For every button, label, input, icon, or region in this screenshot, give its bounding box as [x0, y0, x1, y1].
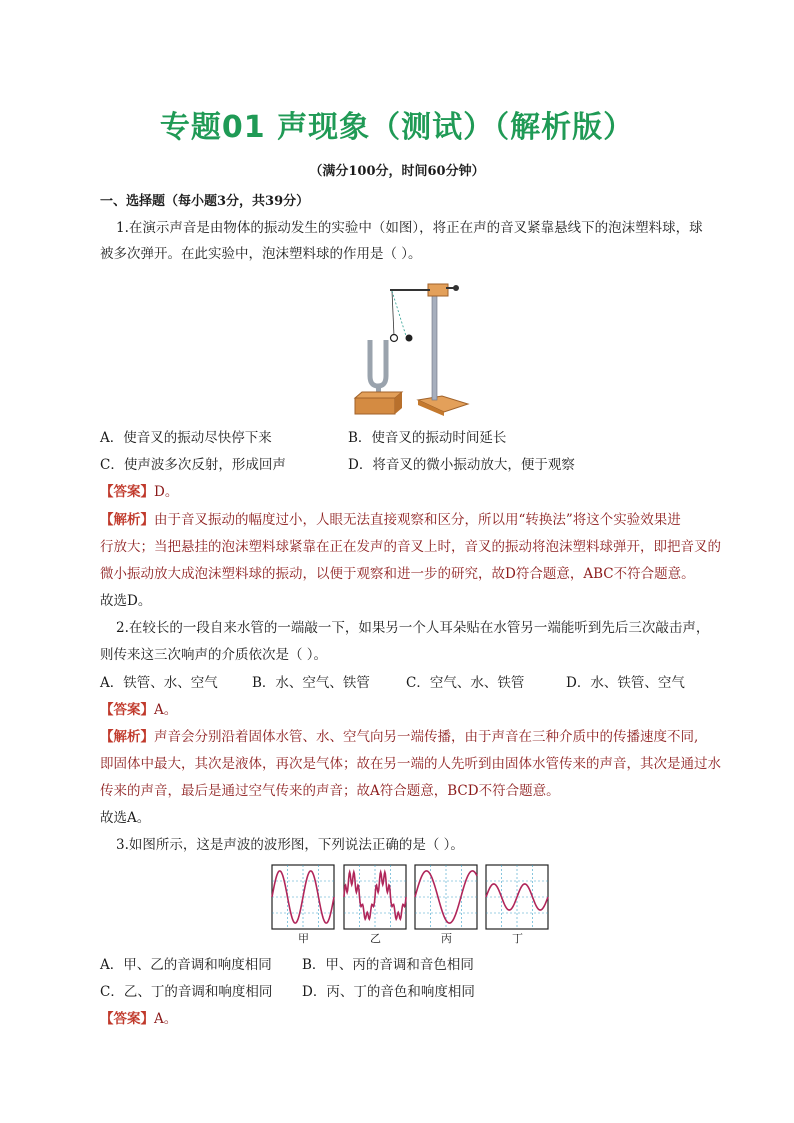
- analysis-text: 由于音叉振动的幅度过小，人眼无法直接观察和区分，所以用“转换法”将这个实验效果进: [154, 512, 681, 528]
- q3-option-d: D．丙、丁的音色和响度相同: [302, 984, 475, 1000]
- q2-analysis-line2: 即固体中最大，其次是液体，再次是气体；故在另一端的人先听到由固体水管传来的声音，其次是通过水: [100, 756, 721, 772]
- q2-analysis-line3: 传来的声音，最后是通过空气传来的声音；故A符合题意，BCD不符合题意。: [100, 783, 560, 799]
- analysis-tag: 【解析】: [100, 512, 154, 528]
- waveform-panel: [415, 865, 477, 929]
- answer-value: D。: [154, 484, 179, 500]
- analysis-tag: 【解析】: [100, 729, 154, 745]
- q2-conclusion: 故选A。: [100, 810, 151, 826]
- wave-label-jia: 甲: [298, 932, 309, 945]
- waveform-panel: [344, 865, 406, 929]
- wave-label-bing: 丙: [441, 932, 452, 945]
- q1-option-b: B．使音叉的振动时间延长: [348, 430, 507, 446]
- q2-option-d: D．水、铁管、空气: [566, 675, 685, 691]
- q2-option-c: C．空气、水、铁管: [406, 675, 525, 691]
- answer-value: A。: [154, 1011, 178, 1027]
- q1-answer: [100, 482, 178, 502]
- analysis-text: 声音会分别沿着固体水管、水、空气向另一端传播，由于声音在三种介质中的传播速度不同,: [154, 729, 699, 745]
- q1-analysis-line2: 行放大；当把悬挂的泡沫塑料球紧靠在正在发声的音叉上时，音叉的振动将泡沫塑料球弹开，即把音叉的: [100, 539, 721, 555]
- tuning-fork-figure: [350, 278, 470, 418]
- waveform-panel: [272, 865, 334, 929]
- q3-option-b: B．甲、丙的音调和音色相同: [302, 957, 474, 973]
- q1-option-d: D．将音叉的微小振动放大，便于观察: [348, 457, 575, 473]
- q3-answer: [100, 1009, 177, 1029]
- wave-label-yi: 乙: [370, 932, 381, 945]
- q1-conclusion: 故选D。: [100, 593, 152, 609]
- answer-value: A。: [154, 702, 178, 718]
- q1-option-a: A．使音叉的振动尽快停下来: [100, 430, 272, 446]
- wave-label-ding: 丁: [512, 932, 523, 945]
- waveform-figure: [270, 863, 552, 931]
- q1-stem-line1: 1.在演示声音是由物体的振动发生的实验中（如图），将正在声的音叉紧靠悬线下的泡沫塑料球，球: [116, 220, 703, 236]
- answer-tag: 【答案】: [100, 484, 154, 500]
- q2-stem-line2: 则传来这三次响声的介质依次是（ ）。: [100, 647, 328, 663]
- section-heading: 一、选择题（每小题3分，共39分）: [100, 194, 310, 209]
- q2-answer: [100, 700, 177, 720]
- page-title: 专题01 声现象（测试）（解析版）: [159, 110, 635, 145]
- q3-option-c: C．乙、丁的音调和响度相同: [100, 984, 273, 1000]
- answer-tag: 【答案】: [100, 1011, 154, 1027]
- q1-analysis-line3: 微小振动放大成泡沫塑料球的振动，以便于观察和进一步的研究，故D符合题意，ABC不符合题意。: [100, 566, 695, 582]
- q2-option-b: B．水、空气、铁管: [252, 675, 370, 691]
- q2-stem-line1: 2.在较长的一段自来水管的一端敲一下，如果另一个人耳朵贴在水管另一端能听到先后三次敲击声，: [116, 620, 710, 636]
- q2-analysis-line1: [100, 727, 698, 747]
- waveform-panel: [486, 865, 548, 929]
- q1-stem-line2: 被多次弹开。在此实验中，泡沫塑料球的作用是（ ）。: [100, 246, 422, 262]
- page-subtitle: （满分100分，时间60分钟）: [309, 164, 485, 179]
- q1-analysis-line1: [100, 510, 681, 530]
- answer-tag: 【答案】: [100, 702, 154, 718]
- q2-option-a: A．铁管、水、空气: [100, 675, 218, 691]
- q3-stem-line1: 3.如图所示，这是声波的波形图，下列说法正确的是（ ）。: [116, 837, 464, 853]
- q3-option-a: A．甲、乙的音调和响度相同: [100, 957, 272, 973]
- q1-option-c: C．使声波多次反射，形成回声: [100, 457, 286, 473]
